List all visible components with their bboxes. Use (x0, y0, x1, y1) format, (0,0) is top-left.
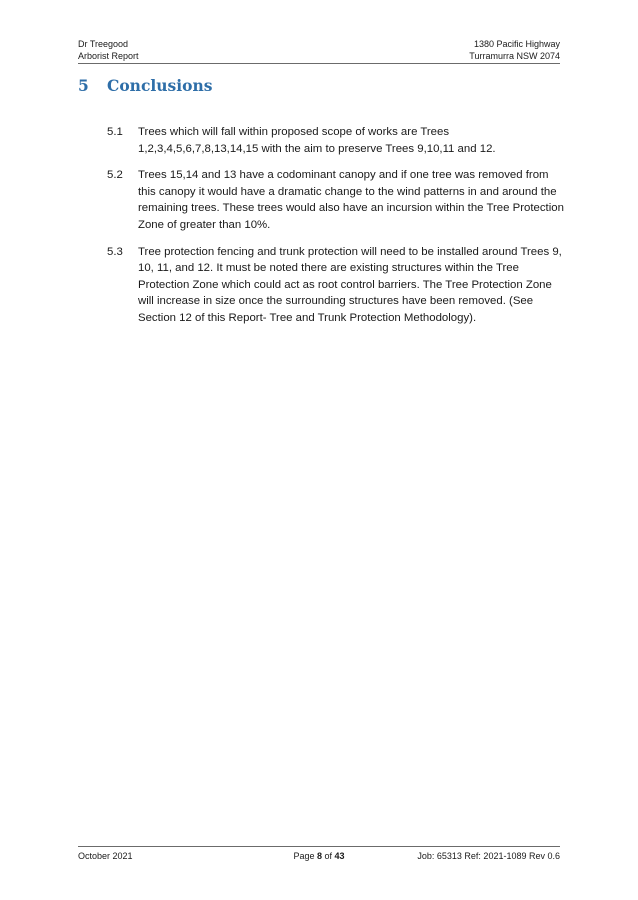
list-item (107, 244, 565, 327)
conclusions-list (107, 124, 565, 337)
section-heading (78, 76, 558, 96)
footer-job-reference: Job: 65313 Ref: 2021-1089 Rev 0.6 (417, 851, 560, 861)
item-text: Trees 15,14 and 13 have a codominant canopy and if one tree was removed from this canopy it would have a dramatic change to the wind patterns in and around the remaining trees. These trees would also have an incursion within the Tree Protection Zone of greater than 10%. (138, 169, 564, 231)
page-total: 43 (334, 851, 345, 861)
item-number: 5.1 (107, 126, 123, 138)
page-prefix: Page (293, 851, 317, 861)
item-text: Trees which will fall within proposed scope of works are Trees 1,2,3,4,5,6,7,8,13,14,15 with the aim to preserve Trees 9,10,11 and 12. (138, 126, 496, 155)
list-item (107, 167, 565, 233)
page-current: 8 (316, 851, 322, 861)
header-address-street: 1380 Pacific Highway (473, 39, 560, 49)
header-address-suburb: Turramurra NSW 2074 (469, 50, 560, 61)
item-text: Tree protection fencing and trunk protection will need to be installed around Trees 9, 10, 11, and 12. It must be noted there are existing structures within the Tree Protection Zone which could act as root control barriers. The Tree Protection Zone will increase in size once the surrounding structures have been removed. (See Section 12 of this Report- Tree and Trunk Protection Methodology). (138, 245, 562, 324)
header-left (78, 39, 139, 62)
header-report-type: Arborist Report (78, 50, 139, 61)
footer-date: October 2021 (78, 851, 133, 861)
header-author: Dr Treegood (78, 39, 129, 49)
section-number: 5 (78, 76, 89, 95)
item-number: 5.2 (107, 169, 123, 182)
item-number: 5.3 (107, 245, 123, 258)
page-footer (78, 846, 560, 861)
page-header (78, 39, 560, 64)
header-right (469, 39, 560, 62)
section-title: Conclusions (107, 76, 213, 95)
page-of: of (322, 851, 335, 861)
list-item (107, 124, 565, 157)
